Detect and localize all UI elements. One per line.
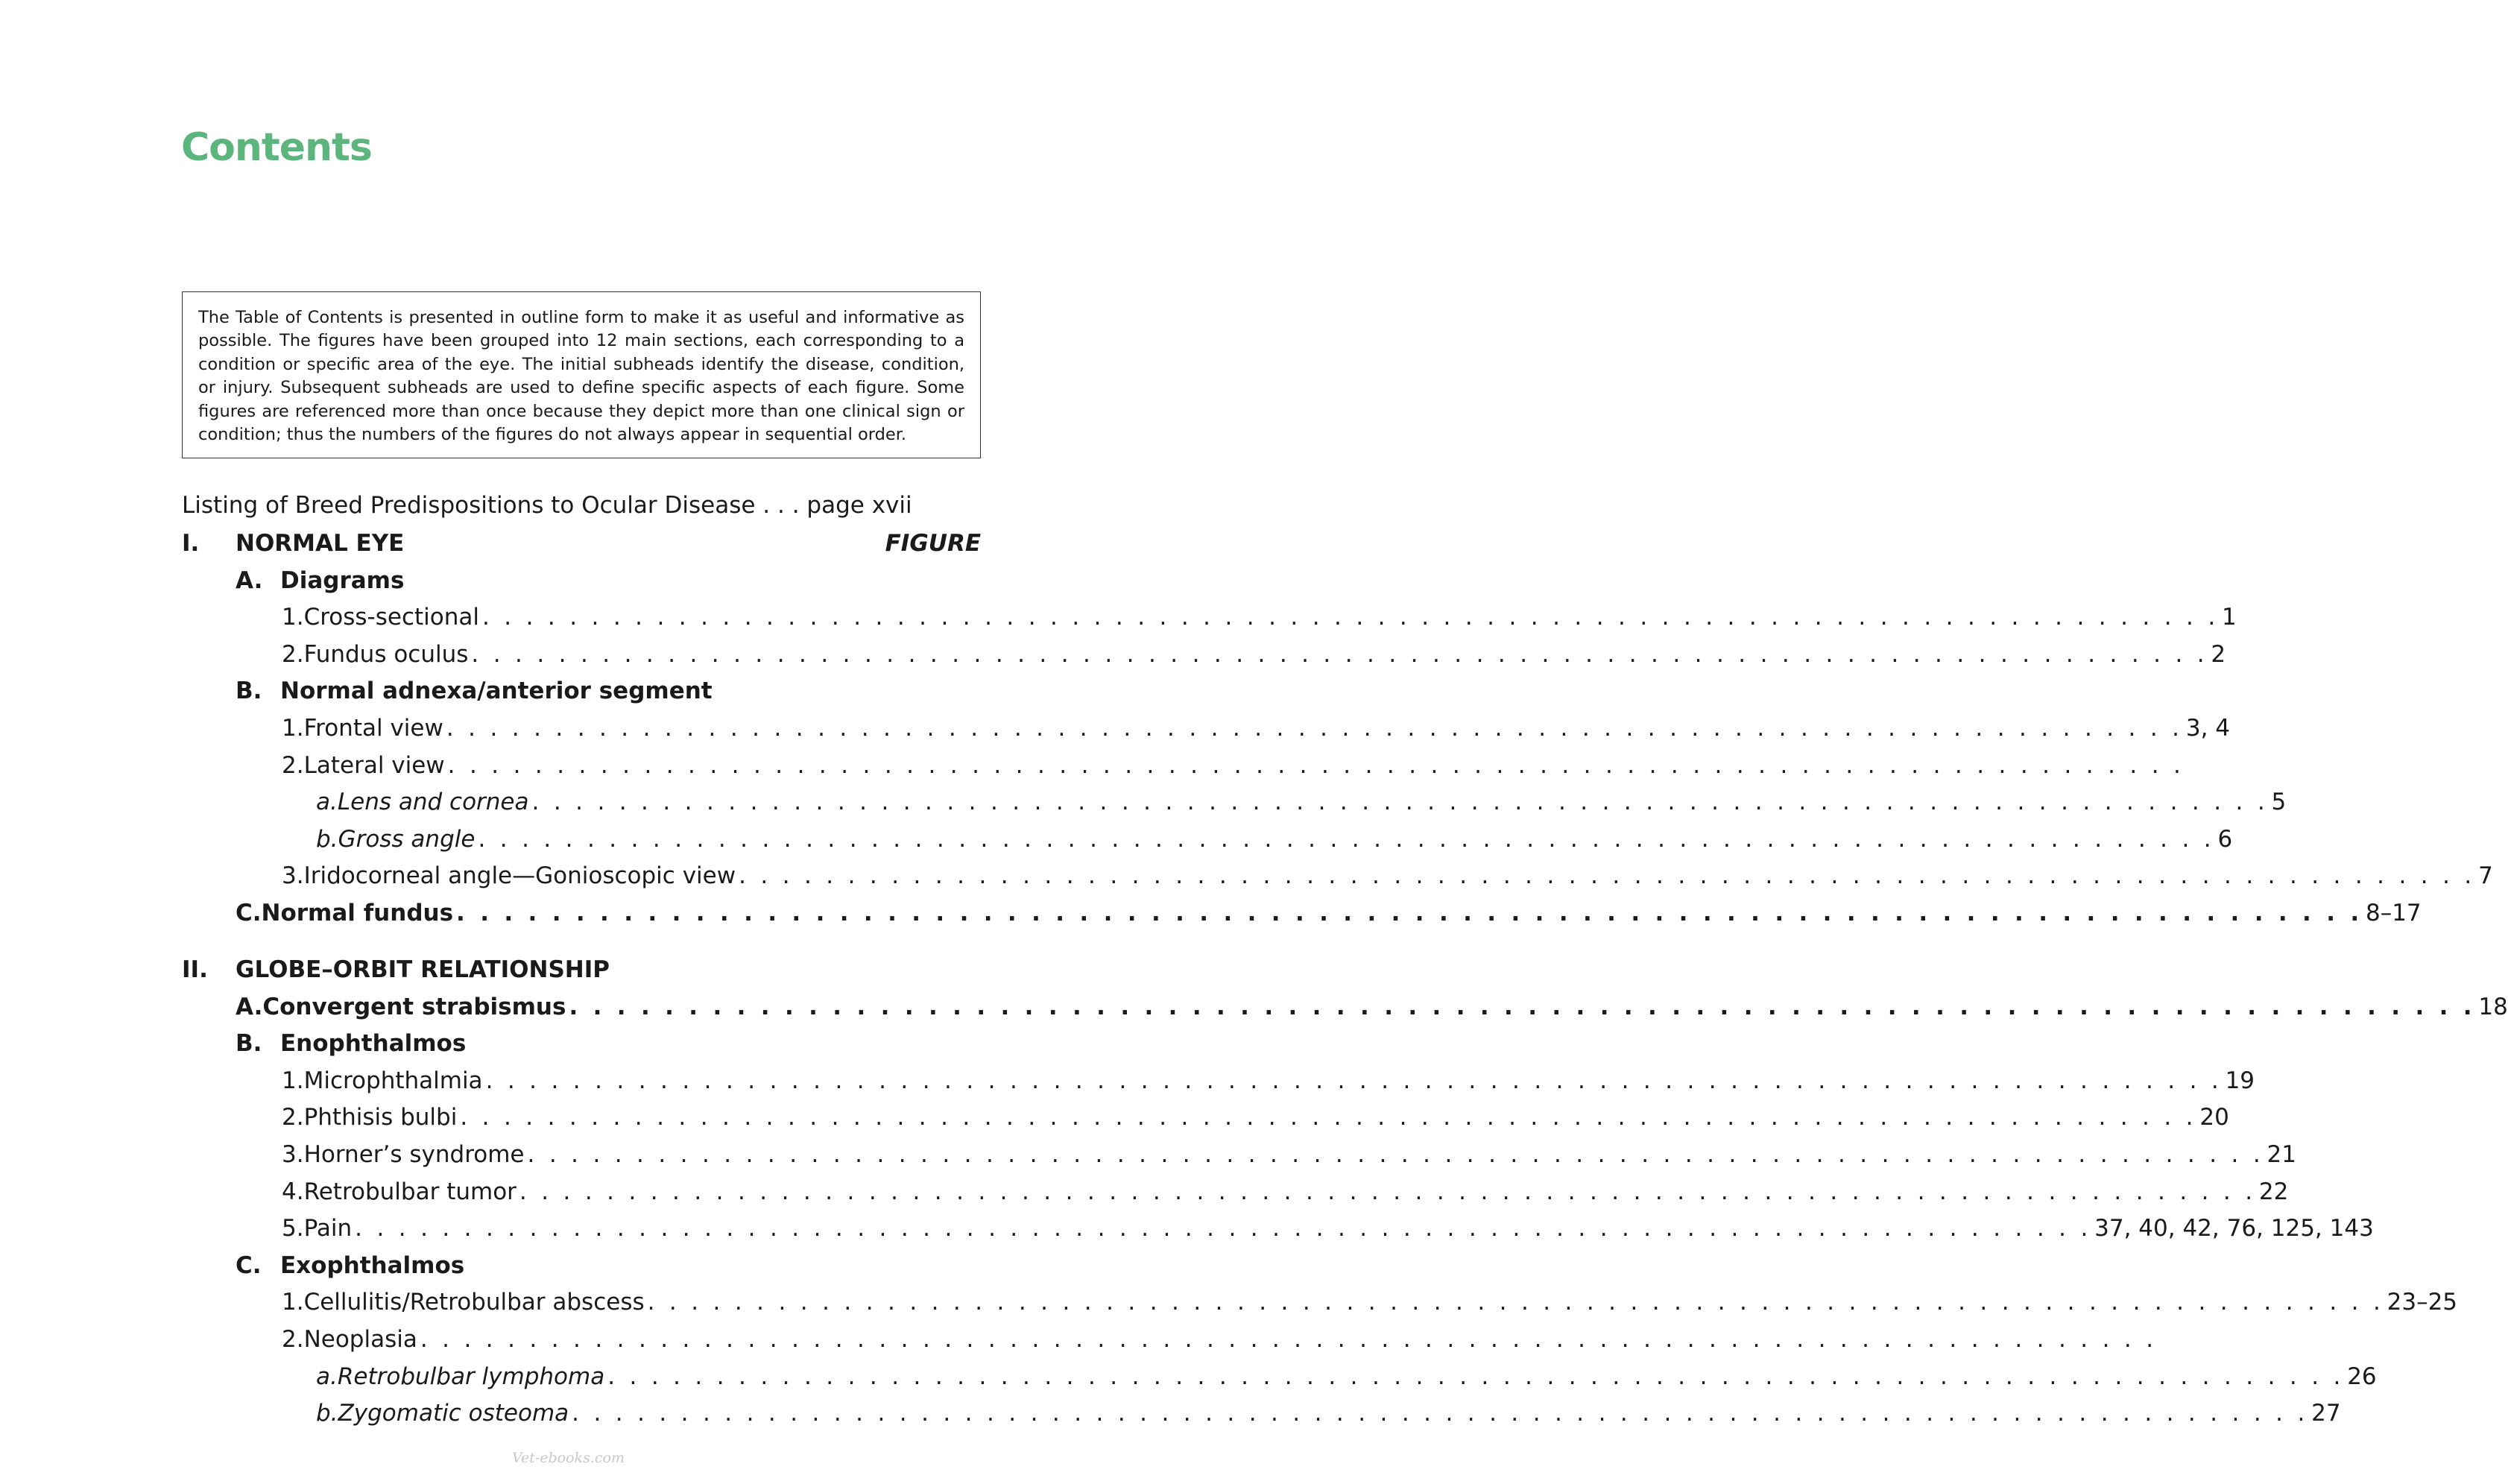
entry-label: Neoplasia	[303, 1326, 417, 1353]
entry-marker: C.	[236, 1251, 262, 1279]
toc-entry	[282, 1104, 2229, 1131]
toc-entry	[316, 825, 2233, 853]
toc-entry	[236, 1030, 981, 1057]
entry-label: Retrobulbar lymphoma	[337, 1363, 605, 1390]
toc-entry	[236, 1252, 981, 1279]
dot-leader: . . . . . . . . . . . . . . . . . . . . . . . . . . . . . . . . . . . . . . . . . . . . . . . . . . . . . . . . . . . . . . . . . . . . . . . . . . . . . . . .	[531, 789, 2269, 816]
dot-leader: . . . . . . . . . . . . . . . . . . . . . . . . . . . . . . . . . . . . . . . . . . . . . . . . . . . . . . . . . . . . . . . . . . . . . . . . . . . . . . . .	[482, 604, 2219, 631]
toc-entry	[282, 715, 2230, 742]
entry-label: Exophthalmos	[280, 1251, 465, 1279]
entry-figure-number: 7	[2478, 862, 2493, 890]
entry-label: Lens and cornea	[337, 789, 529, 816]
entry-figure-number: 20	[2199, 1104, 2229, 1131]
entry-marker: a.	[316, 789, 338, 816]
entry-figure-number: 26	[2347, 1363, 2377, 1390]
entry-marker: B.	[236, 678, 262, 705]
dot-leader: . . . . . . . . . . . . . . . . . . . . . . . . . . . . . . . . . . . . . . . . . . . . . . . . . . . . . . . . . . . . . . . . . . . . . . . . . . . . . . . .	[739, 862, 2476, 890]
entry-marker: 2.	[282, 751, 304, 779]
entry-marker: a.	[316, 1363, 338, 1390]
entry-label: Lateral view	[303, 751, 445, 779]
dot-leader: . . . . . . . . . . . . . . . . . . . . . . . . . . . . . . . . . . . . . . . . . . . . . . . . . . . . . . . . . . . . . . . . . . . . . . . . . . . . . . . .	[447, 751, 2185, 779]
entry-label: Pain	[303, 1215, 353, 1243]
watermark: Vet-ebooks.com	[512, 1450, 625, 1466]
entry-figure-number: 23–25	[2387, 1289, 2458, 1316]
entry-marker: B.	[236, 1030, 262, 1058]
entry-marker: A.	[236, 566, 263, 594]
toc-entry	[282, 1178, 2289, 1205]
entry-label: Frontal view	[303, 715, 443, 742]
entry-label: Cellulitis/Retrobulbar abscess	[303, 1289, 645, 1316]
entry-label: Phthisis bulbi	[303, 1104, 458, 1131]
entry-marker: 1.	[282, 604, 304, 631]
toc-entry	[236, 678, 981, 704]
entry-label: Convergent strabismus	[262, 993, 566, 1020]
section-title: GLOBE–ORBIT RELATIONSHIP	[236, 956, 610, 983]
entry-marker: b.	[316, 825, 338, 853]
entry-figure-number: 21	[2267, 1141, 2296, 1168]
toc-entry	[236, 567, 981, 594]
entry-label: Diagrams	[280, 566, 405, 594]
dot-leader: . . . . . . . . . . . . . . . . . . . . . . . . . . . . . . . . . . . . . . . . . . . . . . . . . . . . . . . . . . . . . . . . . . . . . . . . . . . . . . . .	[478, 825, 2215, 853]
entry-marker: 3.	[282, 862, 304, 890]
breed-predispositions-line: Listing of Breed Predispositions to Ocular Disease . . . page xvii	[182, 492, 912, 519]
entry-marker: A.	[236, 993, 263, 1020]
entry-label: Horner’s syndrome	[303, 1141, 525, 1168]
figure-column-header: FIGURE	[885, 530, 981, 557]
entry-figure-number: 37, 40, 42, 76, 125, 143	[2094, 1215, 2374, 1243]
dot-leader: . . . . . . . . . . . . . . . . . . . . . . . . . . . . . . . . . . . . . . . . . . . . . . . . . . . . . . . . . . . . . . . . . . . . . . . . . . . . . . . .	[460, 1104, 2197, 1131]
dot-leader: . . . . . . . . . . . . . . . . . . . . . . . . . . . . . . . . . . . . . . . . . . . . . . . . . . . . . . . . . . . . . . . . . . . . . . . . . . . . . . . .	[456, 900, 2363, 926]
toc-entry	[282, 751, 2185, 779]
entry-marker: 3.	[282, 1141, 304, 1168]
entry-label: Iridocorneal angle—Gonioscopic view	[303, 862, 736, 890]
entry-marker: 1.	[282, 1289, 304, 1316]
toc-entry	[282, 1326, 2157, 1353]
toc-entry	[236, 993, 2508, 1020]
dot-leader: . . . . . . . . . . . . . . . . . . . . . . . . . . . . . . . . . . . . . . . . . . . . . . . . . . . . . . . . . . . . . . . . . . . . . . . . . . . . . . . .	[607, 1363, 2345, 1390]
entry-label: Cross-sectional	[303, 604, 479, 631]
dot-leader: . . . . . . . . . . . . . . . . . . . . . . . . . . . . . . . . . . . . . . . . . . . . . . . . . . . . . . . . . . . . . . . . . . . . . . . . . . . . . . . .	[446, 715, 2183, 742]
entry-figure-number: 8–17	[2365, 900, 2422, 926]
entry-figure-number: 6	[2217, 825, 2233, 853]
entry-label: Microphthalmia	[303, 1067, 483, 1094]
entry-label: Enophthalmos	[280, 1030, 467, 1058]
dot-leader: . . . . . . . . . . . . . . . . . . . . . . . . . . . . . . . . . . . . . . . . . . . . . . . . . . . . . . . . . . . . . . . . . . . . . . . . . . . . . . . .	[471, 640, 2208, 668]
entry-marker: 2.	[282, 1104, 304, 1131]
toc-entry	[282, 1215, 2374, 1243]
dot-leader: . . . . . . . . . . . . . . . . . . . . . . . . . . . . . . . . . . . . . . . . . . . . . . . . . . . . . . . . . . . . . . . . . . . . . . . . . . . . . . . .	[420, 1326, 2157, 1353]
toc-entry	[282, 604, 2237, 631]
entry-figure-number: 22	[2258, 1178, 2289, 1205]
entry-label: Gross angle	[338, 825, 476, 853]
entry-marker: 1.	[282, 715, 304, 742]
dot-leader: . . . . . . . . . . . . . . . . . . . . . . . . . . . . . . . . . . . . . . . . . . . . . . . . . . . . . . . . . . . . . . . . . . . . . . . . . . . . . . . .	[485, 1067, 2223, 1094]
dot-leader: . . . . . . . . . . . . . . . . . . . . . . . . . . . . . . . . . . . . . . . . . . . . . . . . . . . . . . . . . . . . . . . . . . . . . . . . . . . . . . . .	[527, 1141, 2264, 1168]
entry-label: Zygomatic osteoma	[338, 1400, 569, 1427]
entry-marker: 2.	[282, 640, 304, 668]
toc-entry	[236, 900, 2422, 926]
section-number: II.	[182, 956, 208, 983]
entry-figure-number: 19	[2225, 1067, 2255, 1094]
dot-leader: . . . . . . . . . . . . . . . . . . . . . . . . . . . . . . . . . . . . . . . . . . . . . . . . . . . . . . . . . . . . . . . . . . . . . . . . . . . . . . . .	[355, 1215, 2092, 1243]
entry-figure-number: 27	[2311, 1400, 2341, 1427]
toc-entry	[282, 1141, 2296, 1168]
entry-marker: 2.	[282, 1326, 304, 1353]
intro-box: The Table of Contents is presented in outline form to make it as useful and informative as possible. The figures have been grouped into 12 main sections, each corresponding to a condition or specific area of the eye. The initial subheads identify the disease, condition, or injury. Subsequent subheads are used to define specific aspects of each figure. Some figures are referenced more than once because they depict more than one clinical sign or condition; thus the numbers of the figures do not always appear in sequential order.	[182, 291, 981, 458]
toc-entry	[316, 1400, 2341, 1427]
toc-entry	[316, 789, 2287, 816]
dot-leader: . . . . . . . . . . . . . . . . . . . . . . . . . . . . . . . . . . . . . . . . . . . . . . . . . . . . . . . . . . . . . . . . . . . . . . . . . . . . . . . .	[647, 1289, 2384, 1316]
toc-entry	[282, 1067, 2255, 1094]
toc-entry	[282, 640, 2226, 668]
entry-label: Fundus oculus	[303, 640, 469, 668]
entry-figure-number: 18	[2478, 993, 2508, 1020]
entry-figure-number: 5	[2271, 789, 2287, 816]
toc-entry	[316, 1363, 2377, 1390]
entry-marker: C.	[236, 900, 262, 926]
entry-marker: 4.	[282, 1178, 304, 1205]
entry-marker: b.	[316, 1400, 338, 1427]
toc-entry	[282, 862, 2493, 890]
entry-figure-number: 2	[2211, 640, 2226, 668]
dot-leader: . . . . . . . . . . . . . . . . . . . . . . . . . . . . . . . . . . . . . . . . . . . . . . . . . . . . . . . . . . . . . . . . . . . . . . . . . . . . . . . .	[569, 993, 2476, 1020]
entry-marker: 1.	[282, 1067, 304, 1094]
toc-entry	[282, 1289, 2458, 1316]
entry-label: Normal adnexa/anterior segment	[280, 678, 713, 705]
dot-leader: . . . . . . . . . . . . . . . . . . . . . . . . . . . . . . . . . . . . . . . . . . . . . . . . . . . . . . . . . . . . . . . . . . . . . . . . . . . . . . . .	[519, 1178, 2256, 1205]
section-number: I.	[182, 530, 200, 557]
page-title: Contents	[181, 125, 372, 170]
entry-figure-number: 3, 4	[2185, 715, 2230, 742]
dot-leader: . . . . . . . . . . . . . . . . . . . . . . . . . . . . . . . . . . . . . . . . . . . . . . . . . . . . . . . . . . . . . . . . . . . . . . . . . . . . . . . .	[572, 1400, 2309, 1427]
entry-label: Retrobulbar tumor	[303, 1178, 517, 1205]
entry-label: Normal fundus	[261, 900, 454, 926]
entry-figure-number: 1	[2222, 604, 2237, 631]
entry-marker: 5.	[282, 1215, 304, 1243]
section-title: NORMAL EYE	[236, 530, 405, 557]
